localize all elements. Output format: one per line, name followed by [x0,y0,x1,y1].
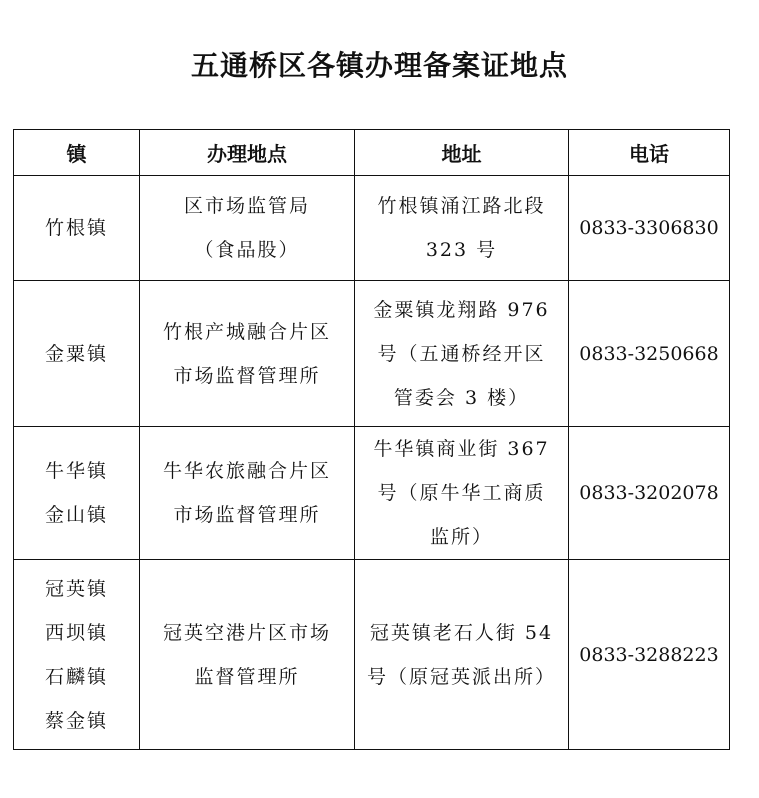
phone-cell: 0833-3250668 [569,281,730,427]
address-line: 管委会 3 楼） [393,386,530,409]
phone-cell: 0833-3306830 [569,176,730,281]
header-town: 镇 [14,130,140,176]
document-title: 五通桥区各镇办理备案证地点 [190,49,568,82]
place-cell [140,281,355,427]
table-row [14,281,730,427]
place-line: 冠英空港片区市场 [162,621,331,644]
place-line: （食品股） [194,239,300,261]
town-name: 金粟镇 [44,342,108,365]
header-address: 地址 [355,130,569,176]
town-name: 牛华镇 [44,460,108,482]
place-line: 区市场监管局 [183,195,310,217]
header-place: 办理地点 [140,130,355,176]
phone-cell: 0833-3202078 [569,427,730,560]
town-name: 冠英镇 [44,577,108,600]
town-name: 西坝镇 [44,621,108,644]
address-line: 牛华镇商业街 367 [373,438,550,460]
address-cell [355,427,569,560]
address-line: 冠英镇老石人街 54 [369,621,554,644]
locations-table [13,129,730,750]
header-phone: 电话 [569,130,730,176]
address-line: 号（原牛华工商质 [377,482,546,504]
town-name: 竹根镇 [44,217,108,239]
table-header-row [14,130,730,176]
place-line: 市场监督管理所 [173,364,321,387]
town-name: 蔡金镇 [44,709,108,732]
place-cell [140,560,355,750]
address-cell [355,281,569,427]
town-cell [14,281,140,427]
place-cell [140,176,355,281]
address-cell [355,176,569,281]
address-line: 号（五通桥经开区 [377,342,546,365]
address-line: 竹根镇涌江路北段 [377,195,546,217]
table-row [14,427,730,560]
town-name: 金山镇 [44,504,108,526]
address-line: 323 号 [425,239,498,261]
place-line: 监督管理所 [194,665,300,688]
town-cell [14,176,140,281]
address-line: 号（原冠英派出所） [366,665,556,688]
address-line: 金粟镇龙翔路 976 [373,298,550,321]
phone-cell: 0833-3288223 [569,560,730,750]
place-cell [140,427,355,560]
place-line: 牛华农旅融合片区 [162,460,331,482]
table-row [14,560,730,750]
place-line: 竹根产城融合片区 [162,320,331,343]
table-row [14,176,730,281]
address-cell [355,560,569,750]
town-name: 石麟镇 [44,665,108,688]
town-cell [14,560,140,750]
address-line: 监所） [429,526,493,548]
town-cell [14,427,140,560]
place-line: 市场监督管理所 [173,504,321,526]
